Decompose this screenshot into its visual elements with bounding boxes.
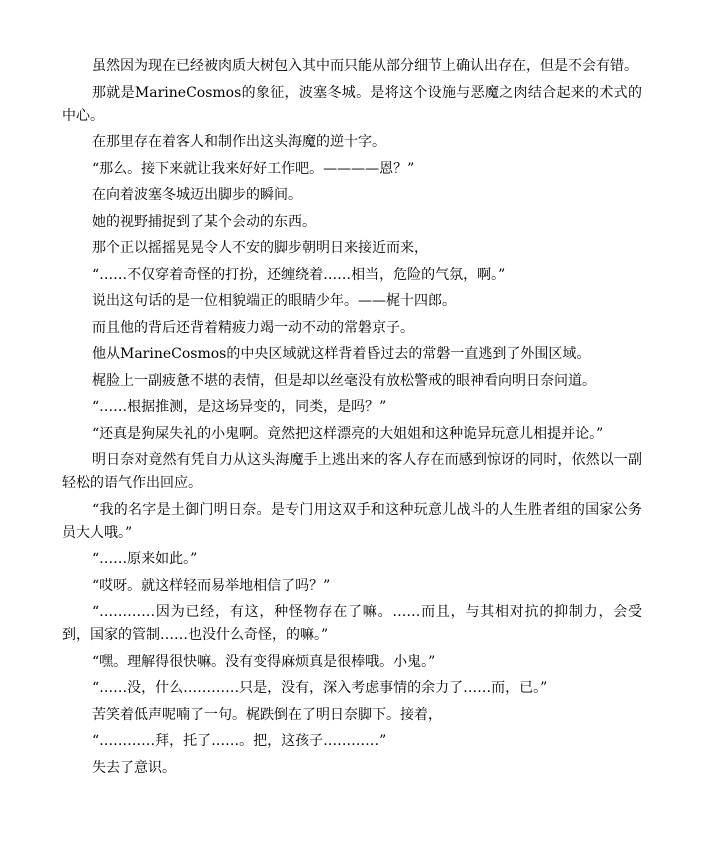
paragraph: 在向着波塞冬城迈出脚步的瞬间。 bbox=[92, 187, 302, 203]
paragraph: 她的视野捕捉到了某个会动的东西。 bbox=[92, 213, 316, 230]
paragraph: 而且他的背后还背着精疲力竭一动不动的常磐京子。 bbox=[92, 319, 414, 336]
paragraph: 苦笑着低声呢喃了一句。梶跌倒在了明日奈脚下。接着， bbox=[92, 706, 442, 723]
paragraph: 他从MarineCosmos的中央区域就这样背着昏过去的常磐一直逃到了外围区域。 bbox=[92, 346, 591, 362]
paragraph: “……原来如此。” bbox=[92, 551, 198, 567]
paragraph: 虽然因为现在已经被肉质大树包入其中而只能从部分细节上确认出存在，但是不会有错。 bbox=[92, 58, 638, 74]
paragraph: 那个正以摇摇晃晃令人不安的脚步朝明日来接近而来， bbox=[92, 240, 428, 256]
paragraph: “那么。接下来就让我来好好工作吧。————恩？” bbox=[92, 160, 415, 177]
paragraph: “……不仅穿着奇怪的打扮，还缠绕着……相当，危险的气氛，啊。” bbox=[92, 266, 506, 283]
paragraph: “…………因为已经，有这，种怪物存在了嘛。……而且，与其相对抗的抑制力，会受到，国家的管制……也没什么奇怪，的嘛。” bbox=[62, 604, 642, 643]
paragraph: 明日奈对竟然有凭自力从这头海魔手上逃出来的客人存在而感到惊讶的同时，依然以一副轻松的语气作出回应。 bbox=[62, 452, 642, 491]
paragraph: 在那里存在着客人和制作出这头海魔的逆十字。 bbox=[92, 134, 386, 150]
paragraph: “……根据推测，是这场异变的，同类，是吗？” bbox=[92, 399, 387, 415]
novel-text-body bbox=[62, 55, 642, 783]
paragraph: “嘿。理解得很快嘛。没有变得麻烦真是很棒哦。小鬼。” bbox=[92, 653, 436, 670]
paragraph: “还真是狗屎失礼的小鬼啊。竟然把这样漂亮的大姐姐和这种诡异玩意儿相提并论。” bbox=[92, 425, 604, 442]
paragraph: 失去了意识。 bbox=[92, 759, 176, 776]
paragraph: “……没，什么…………只是，没有，深入考虑事情的余力了……而，已。” bbox=[92, 680, 548, 696]
paragraph: 那就是MarineCosmos的象征，波塞冬城。是将这个设施与恶魔之肉结合起来的术式的中心。 bbox=[62, 84, 642, 124]
paragraph: “…………拜，托了……。把，这孩子…………” bbox=[92, 733, 387, 749]
paragraph: 说出这句话的是一位相貌端正的眼睛少年。——梶十四郎。 bbox=[92, 293, 456, 309]
paragraph: “哎呀。就这样轻而易举地相信了吗？” bbox=[92, 577, 331, 594]
paragraph: “我的名字是土御门明日奈。是专门用这双手和这种玩意儿战斗的人生胜者组的国家公务员大人哦。” bbox=[62, 501, 642, 541]
paragraph: 梶脸上一副疲惫不堪的表情，但是却以丝毫没有放松警戒的眼神看向明日奈问道。 bbox=[92, 372, 596, 389]
